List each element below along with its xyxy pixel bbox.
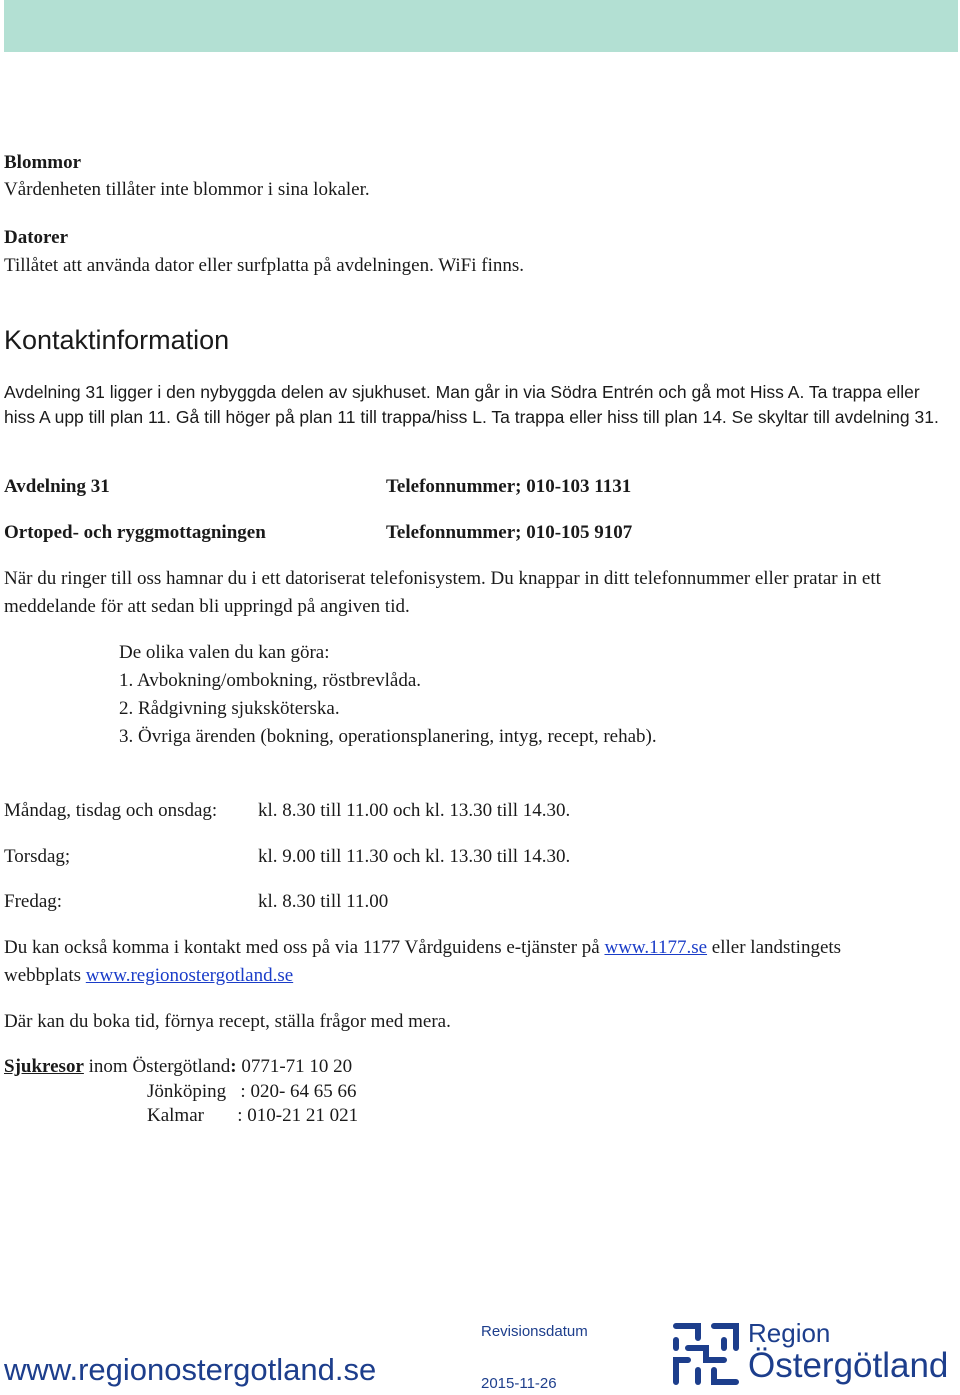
datorer-title: Datorer [4, 227, 69, 248]
phone-row-name: Avdelning 31 [4, 476, 110, 497]
online-text-middle: eller landstingets [707, 937, 842, 958]
revision-label: Revisionsdatum [481, 1323, 588, 1340]
sjukresor-kalmar: Kalmar : 010-21 21 021 [147, 1105, 359, 1126]
logo-mark-icon [668, 1318, 744, 1390]
sjukresor-jonkoping: Jönköping : 020- 64 65 66 [147, 1081, 357, 1102]
online-text-before: Du kan också komma i kontakt med oss på via 1177 Vårdguidens e-tjänster på [4, 937, 605, 958]
phone-system-text: När du ringer till oss hamnar du i ett datoriserat telefonisystem. Du knappar in ditt telefonnummer eller pratar in ett meddelande för att sedan bli uppringd på angiven tid. [4, 568, 881, 617]
revision-date: 2015-11-26 [481, 1375, 557, 1392]
phone-row-number: Telefonnummer; 010-105 9107 [386, 522, 633, 543]
hours-times: kl. 8.30 till 11.00 [258, 891, 389, 912]
sjukresor-phone: 0771-71 10 20 [236, 1056, 353, 1077]
phone-row-name: Ortoped- och ryggmottagningen [4, 522, 266, 543]
link-regionostergotland[interactable]: www.regionostergotland.se [85, 965, 294, 986]
datorer-text: Tillåtet att använda dator eller surfplatta på avdelningen. WiFi finns. [4, 255, 525, 276]
hours-times: kl. 8.30 till 11.00 och kl. 13.30 till 14.30. [258, 800, 571, 821]
sjukresor-region: inom Östergötland [83, 1056, 231, 1077]
logo-text-ostergotland: Östergötland [748, 1346, 949, 1385]
option-item: 1. Avbokning/ombokning, röstbrevlåda. [119, 670, 422, 691]
region-ostergotland-logo [668, 1316, 958, 1390]
option-item: 3. Övriga ärenden (bokning, operationsplanering, intyg, recept, rehab). [119, 726, 657, 747]
hours-days: Fredag: [4, 891, 63, 912]
contact-heading: Kontaktinformation [4, 325, 230, 355]
hours-days: Torsdag; [4, 846, 71, 867]
online-text-line2 [4, 963, 293, 989]
logo-text-region: Region [748, 1318, 831, 1348]
options-intro: De olika valen du kan göra: [119, 642, 330, 663]
option-item: 2. Rådgivning sjuksköterska. [119, 698, 340, 719]
hours-days: Måndag, tisdag och onsdag: [4, 800, 218, 821]
sjukresor-line [4, 1054, 352, 1080]
blommor-text: Vårdenheten tillåter inte blommor i sina lokaler. [4, 179, 370, 200]
hours-times: kl. 9.00 till 11.30 och kl. 13.30 till 14.30. [258, 846, 571, 867]
top-banner [4, 0, 958, 52]
online-text-line1 [4, 935, 841, 961]
link-1177[interactable]: www.1177.se [604, 937, 708, 958]
directions-text: Avdelning 31 ligger i den nybyggda delen av sjukhuset. Man går in via Södra Entrén och gå mot Hiss A. Ta trappa eller hiss A upp till plan 11. Gå till höger på plan 11 till trappa/hiss L. Ta trappa eller hiss till plan 14. Se skyltar till avdelning 31. [4, 382, 939, 427]
online-text-line2-label: webbplats [4, 965, 86, 986]
blommor-title: Blommor [4, 152, 82, 173]
footer-url: www.regionostergotland.se [4, 1352, 377, 1387]
phone-row-number: Telefonnummer; 010-103 1131 [386, 476, 632, 497]
sjukresor-label: Sjukresor [4, 1056, 84, 1077]
sjukresor-colon: : [230, 1056, 237, 1077]
online-services-text: Där kan du boka tid, förnya recept, ställa frågor med mera. [4, 1011, 451, 1032]
